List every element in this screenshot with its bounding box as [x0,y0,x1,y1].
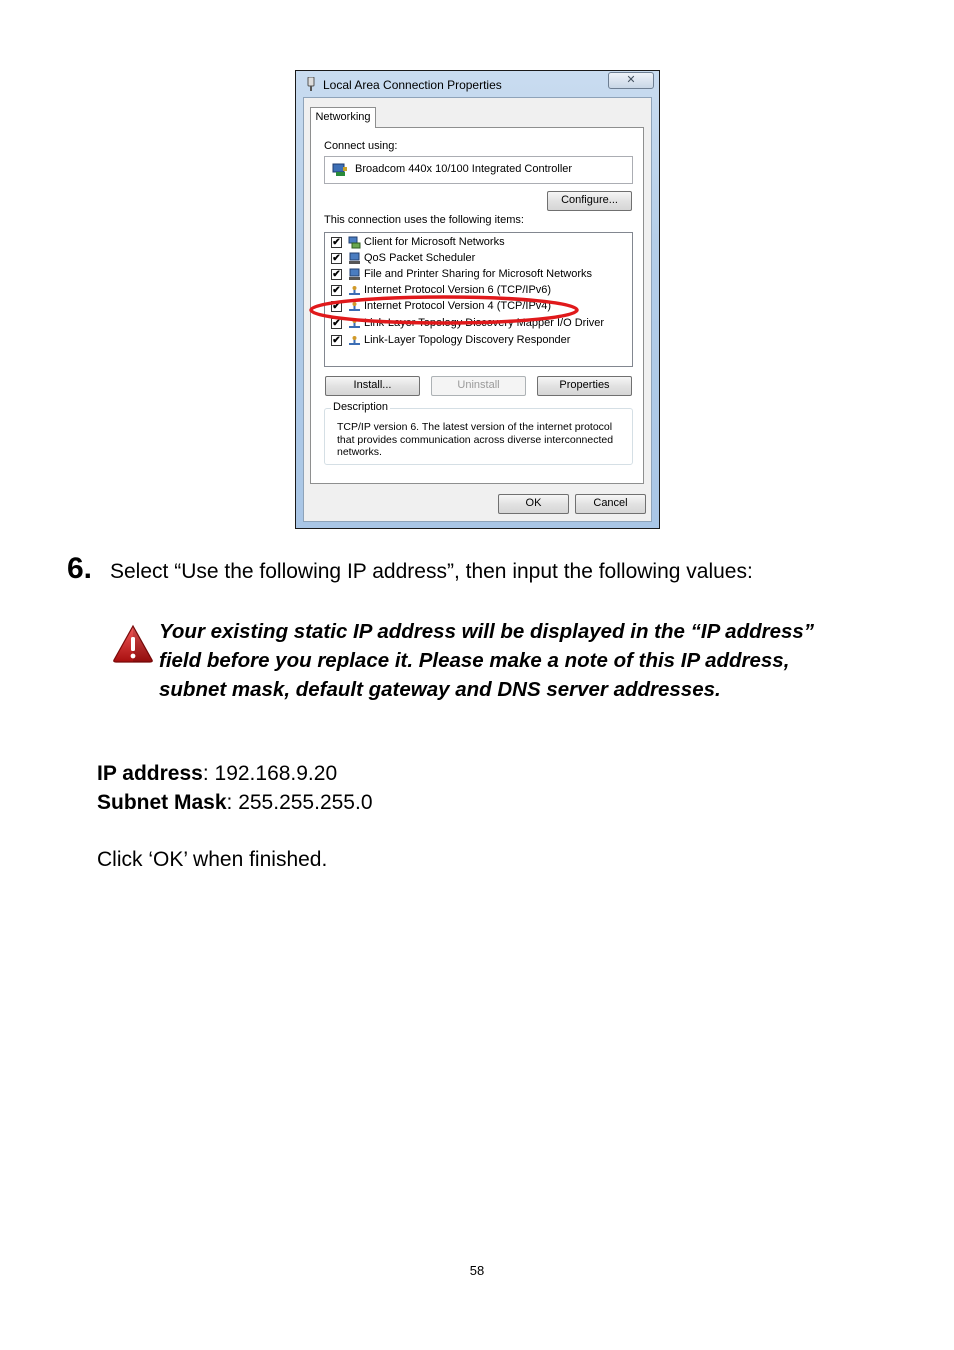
item-checkbox[interactable]: ✔ [332,285,341,296]
subnet-mask-label: Subnet Mask [97,791,227,814]
network-adapter-icon [332,162,348,178]
qos-icon [348,252,361,265]
subnet-mask-value: : 255.255.255.0 [226,791,373,814]
ip-address-value: : 192.168.9.20 [202,762,338,785]
tab-networking[interactable]: Networking [310,107,376,128]
network-adapter-icon [306,77,316,91]
items-label: This connection uses the following items: [324,214,524,226]
ip-address-label: IP address [97,762,203,785]
step-number: 6. [67,552,93,585]
dialog-titlebar [296,71,659,97]
close-button[interactable]: ✕ [608,72,654,89]
properties-button[interactable]: Properties [537,376,632,396]
list-item-client-for-microsoft-networks[interactable] [331,235,627,251]
item-label: Link-Layer Topology Discovery Mapper I/O Driver [364,317,605,329]
step-instruction: Select “Use the following IP address”, then input the following values: [110,560,753,583]
cancel-button[interactable]: Cancel [575,494,646,514]
description-text: TCP/IP version 6. The latest version of the internet protocol that provides communication across diverse interconnected networks. [337,421,614,458]
item-checkbox[interactable]: ✔ [332,301,341,312]
install-button[interactable]: Install... [325,376,420,396]
page-number: 58 [469,1263,485,1278]
network-client-icon [348,236,361,249]
highlight-ellipse [308,294,580,326]
item-checkbox[interactable]: ✔ [332,253,341,264]
item-label: Link-Layer Topology Discovery Responder [364,334,571,346]
ok-button[interactable]: OK [498,494,569,514]
item-label: Client for Microsoft Networks [364,236,505,248]
connect-using-label: Connect using: [324,140,398,152]
description-title: Description [333,401,389,413]
list-item-file-printer-sharing[interactable] [331,267,627,283]
item-label: QoS Packet Scheduler [364,252,476,264]
click-ok-instruction: Click ‘OK’ when finished. [97,848,328,871]
ip-address-line [97,762,337,786]
list-item-lltd-responder[interactable] [331,333,627,349]
item-checkbox[interactable]: ✔ [332,318,341,329]
configure-button[interactable]: Configure... [547,191,632,211]
adapter-name: Broadcom 440x 10/100 Integrated Controller [355,163,573,175]
item-checkbox[interactable]: ✔ [332,269,341,280]
item-checkbox[interactable]: ✔ [332,237,341,248]
item-label: Internet Protocol Version 6 (TCP/IPv6) [364,284,552,296]
item-label: Internet Protocol Version 4 (TCP/IPv4) [364,300,552,312]
description-group [324,401,633,465]
item-label: File and Printer Sharing for Microsoft Networks [364,268,593,280]
item-checkbox[interactable]: ✔ [332,335,341,346]
warning-triangle-icon [112,624,154,664]
subnet-mask-line [97,791,373,815]
uninstall-button[interactable]: Uninstall [431,376,526,396]
file-printer-sharing-icon [348,268,361,281]
warning-note: Your existing static IP address will be displayed in the “IP address” field before you replace it. Please make a note of this IP address, subnet mask, default gateway and DNS server addresses. [159,620,815,701]
dialog-title: Local Area Connection Properties [323,78,502,92]
list-item-qos-packet-scheduler[interactable] [331,251,627,267]
protocol-icon [348,334,361,347]
adapter-field [324,156,633,184]
